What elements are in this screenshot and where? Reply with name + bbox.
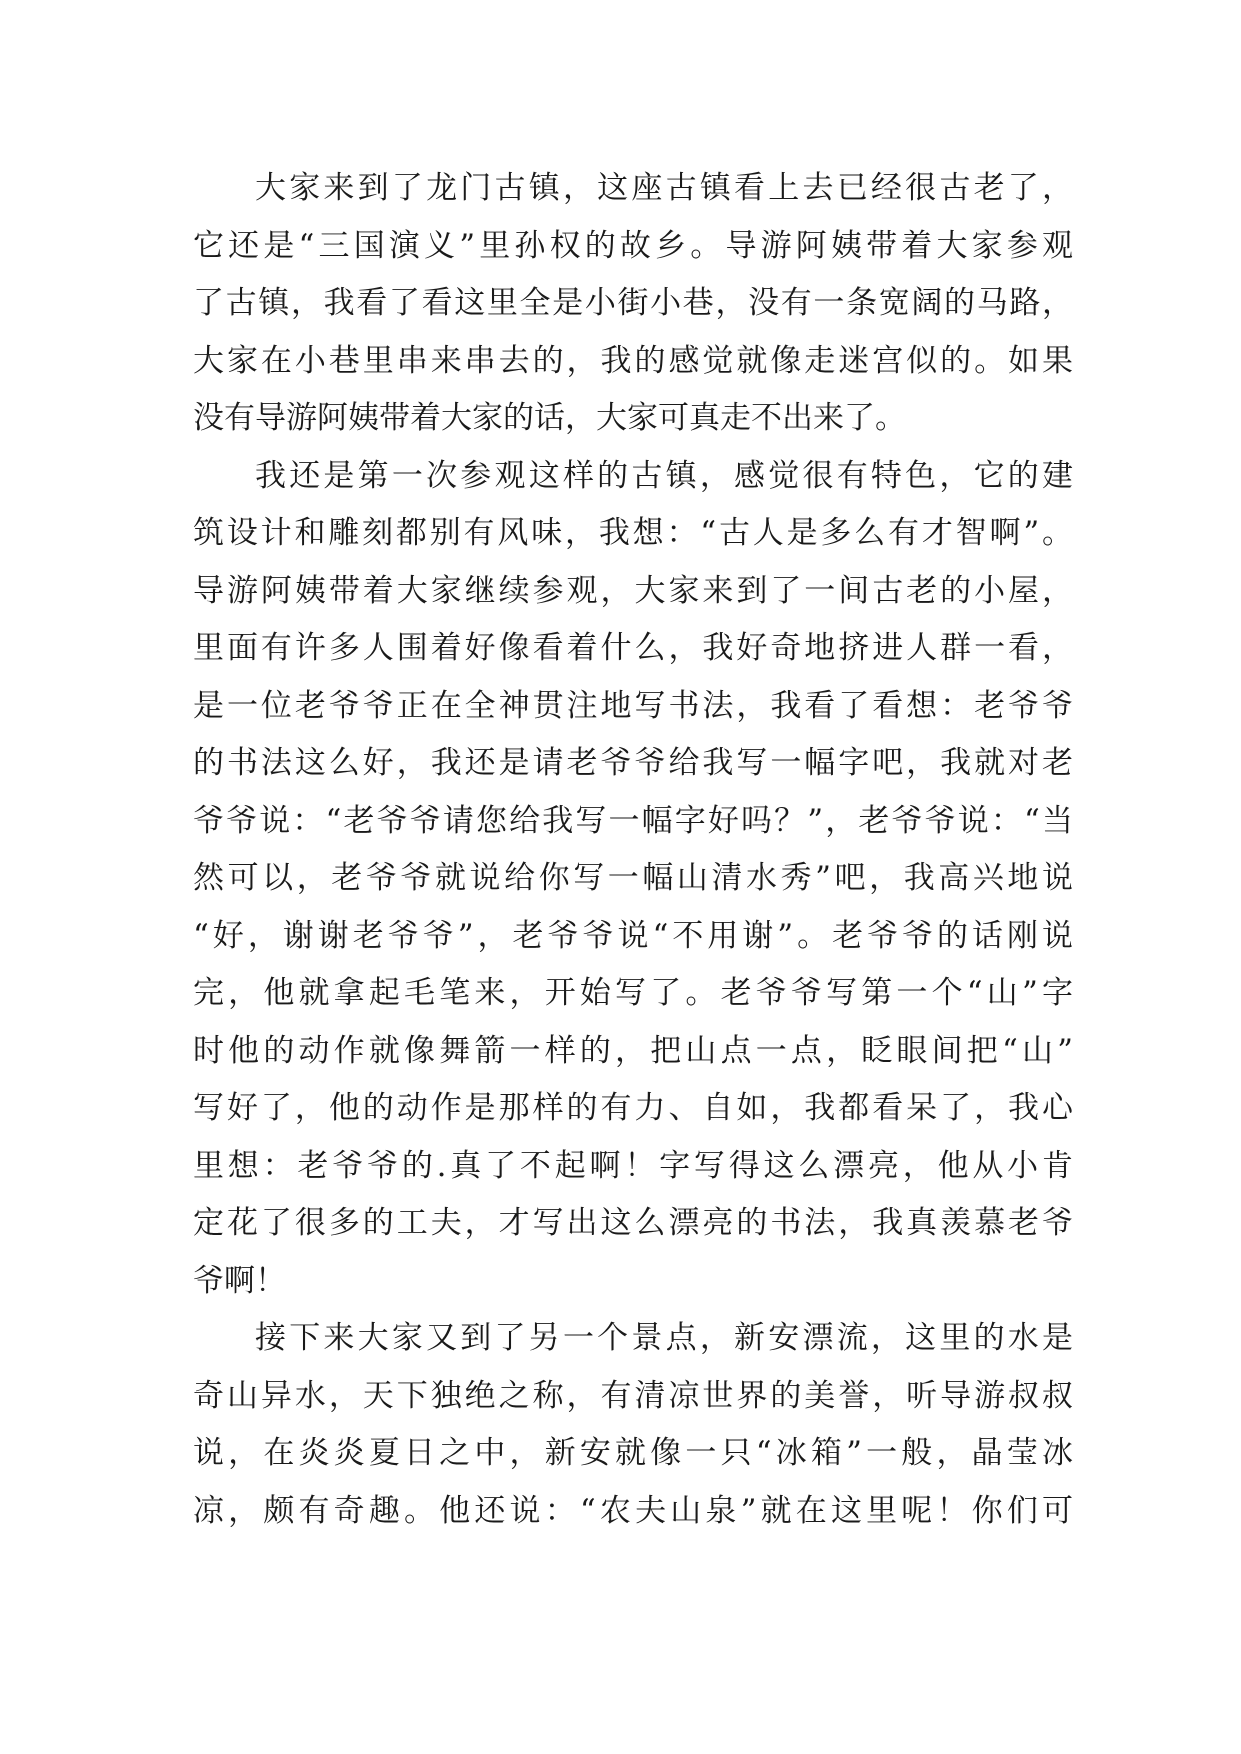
text-line: 然可以，老爷爷就说给你写一幅山清水秀”吧，我高兴地说 — [193, 860, 1073, 896]
text-line: “好，谢谢老爷爷”，老爷爷说“不用谢”。老爷爷的话刚说 — [193, 917, 1073, 954]
paragraph-3 — [193, 1310, 1073, 1540]
text-line: 导游阿姨带着大家继续参观，大家来到了一间古老的小屋， — [193, 572, 1073, 609]
document-body — [193, 160, 1073, 1540]
text-line: 筑设计和雕刻都别有风味，我想：“古人是多么有才智啊”。 — [193, 515, 1073, 551]
text-line: 爷爷说：“老爷爷请您给我写一幅字好吗？”，老爷爷说：“当 — [193, 802, 1073, 839]
text-line: 完，他就拿起毛笔来，开始写了。老爷爷写第一个“山”字 — [193, 975, 1073, 1011]
text-line: 说，在炎炎夏日之中，新安就像一只“冰箱”一般，晶莹冰 — [193, 1435, 1073, 1471]
text-line: 接下来大家又到了另一个景点，新安漂流，这里的水是 — [255, 1320, 1073, 1356]
paragraph-1 — [193, 160, 1073, 448]
text-line: 时他的动作就像舞箭一样的，把山点一点，眨眼间把“山” — [193, 1032, 1073, 1069]
text-line: 写好了，他的动作是那样的有力、自如，我都看呆了，我心 — [193, 1090, 1073, 1126]
text-line: 了古镇，我看了看这里全是小街小巷，没有一条宽阔的马路， — [193, 285, 1073, 321]
text-line: 里面有许多人围着好像看着什么，我好奇地挤进人群一看， — [193, 630, 1073, 666]
text-line: 没有导游阿姨带着大家的话，大家可真走不出来了。 — [193, 400, 906, 436]
text-line: 的书法这么好，我还是请老爷爷给我写一幅字吧，我就对老 — [193, 745, 1073, 781]
text-line: 它还是“三国演义”里孙权的故乡。导游阿姨带着大家参观 — [193, 227, 1073, 264]
paragraph-2 — [193, 448, 1073, 1311]
text-line: 大家在小巷里串来串去的，我的感觉就像走迷宫似的。如果 — [193, 342, 1073, 379]
text-line: 是一位老爷爷正在全神贯注地写书法，我看了看想：老爷爷 — [193, 687, 1073, 724]
text-line: 爷啊！ — [193, 1262, 286, 1299]
text-line: 奇山异水，天下独绝之称，有清凉世界的美誉，听导游叔叔 — [193, 1377, 1073, 1414]
text-line: 凉，颇有奇趣。他还说：“农夫山泉”就在这里呢！你们可 — [193, 1492, 1073, 1529]
text-line: 大家来到了龙门古镇，这座古镇看上去已经很古老了， — [255, 170, 1073, 206]
text-line: 我还是第一次参观这样的古镇，感觉很有特色，它的建 — [255, 457, 1073, 494]
text-line: 里想：老爷爷的.真了不起啊！字写得这么漂亮，他从小肯 — [193, 1147, 1073, 1184]
text-line: 定花了很多的工夫，才写出这么漂亮的书法，我真羡慕老爷 — [193, 1205, 1073, 1241]
